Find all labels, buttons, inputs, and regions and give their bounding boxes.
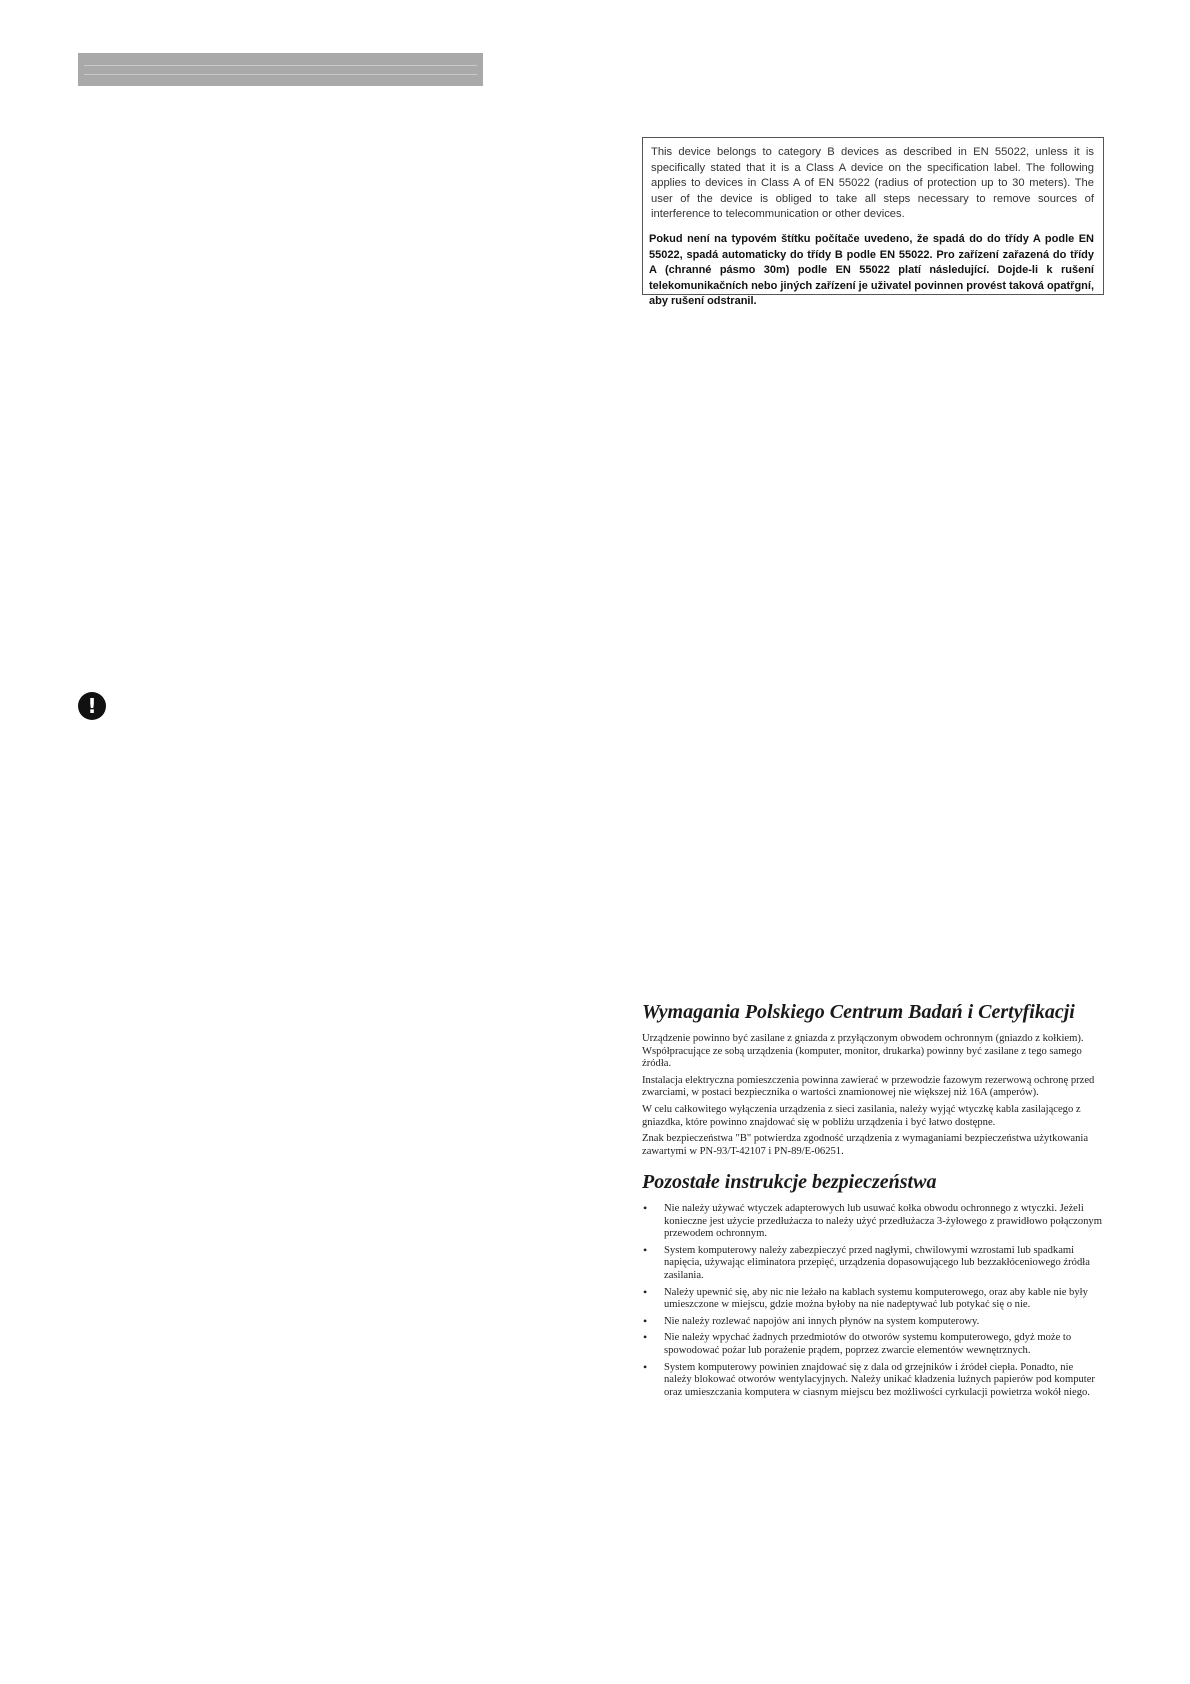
list-item [642, 1332, 1102, 1357]
list-item-text: System komputerowy powinien znajdować się z dala od grzejników i źródeł ciepła. Ponadto, nie należy blokować otworów wentylacyjnych. Należy unikać kładzenia luźnych papierów pod komputer oraz umieszczania komputera w ciasnym miejscu bez możliwości cyrkulacji powietrza wokół niego. [664, 1361, 1095, 1398]
paragraph: Urządzenie powinno być zasilane z gniazda z przyłączonym obwodem ochronnym (gniazdo z kołkiem). Współpracujące ze sobą urządzenia (komputer, monitor, drukarka) powinny być zasilane z tego samego źródła. [642, 1033, 1084, 1070]
bullet-icon: • [643, 1313, 648, 1328]
list-item [642, 1313, 1102, 1329]
list-item [642, 1203, 1102, 1241]
list-item-text: System komputerowy należy zabezpieczyć przed nagłymi, chwilowymi wzrostami lub spadkami napięcia, używając eliminatora przepięć, urządzenia dopasowującego lub bezzakłóceniowego źródła zasilania. [664, 1244, 1090, 1281]
notice-english-text: This device belongs to category B devices as described in EN 55022, unless it is specifically stated that it is a Class A device on the specification label. The following applies to devices in Class A of EN 55022 (radius of protection up to 30 meters). The user of the device is obliged to take all steps necessary to remove sources of interference to telecommunication or other devices. [651, 146, 1094, 221]
exclamation-icon: ! [78, 692, 106, 720]
list-item-text: Nie należy wpychać żadnych przedmiotów do otworów systemu komputerowego, gdyż może to spowodować pożar lub porażenie prądem, poprzez zwarcie elementów wewnętrznych. [664, 1332, 1072, 1356]
bullet-icon: • [643, 1330, 648, 1345]
bullet-icon: • [643, 1359, 648, 1374]
bullet-icon: • [643, 1242, 648, 1257]
list-item-text: Należy upewnić się, aby nic nie leżało na kablach systemu komputerowego, oraz aby kable nie były umieszczone w miejscu, gdzie można byłoby na nie nadeptywać lub potykać się o nie. [664, 1286, 1088, 1311]
section-title: Pozostałe instrukcje bezpieczeństwa [642, 1171, 937, 1193]
emc-notice-box [642, 137, 1104, 308]
list-item-text: Nie należy używać wtyczek adapterowych lub usuwać kołka obwodu ochronnego z wtyczki. Jeżeli konieczne jest użycie przedłużacza to należy użyć przedłużacza 3-żyłowego z prawidłowo połączonym przewodem ochronnym. [664, 1203, 1102, 1240]
notice-czech-text: Pokud není na typovém štítku počítače uvedeno, že spadá do do třídy A podle EN 55022, spadá automaticky do třídy B podle EN 55022. Pro zařízení zařazená do třídy A (chranné pásmo 30m) podle EN 55022 platí následující. Dojde-li k rušení telekomunikačních nebo jiných zařízení je uživatel povinnen provést taková opatřgní, aby rušení odstranil. [649, 232, 1094, 308]
bullet-icon: • [643, 1201, 648, 1215]
paragraph: W celu całkowitego wyłączenia urządzenia z sieci zasilania, należy wyjąć wtyczkę kabla zasilającego z gniazdka, które powinno znajdować się w pobliżu urządzenia i być łatwo dostępne. [642, 1103, 1081, 1128]
header-bar-line [84, 74, 477, 75]
list-item [642, 1242, 1102, 1283]
polish-certification-section [642, 1000, 1102, 1162]
list-item [642, 1284, 1102, 1312]
section-title: Wymagania Polskiego Centrum Badań i Certyfikacji [642, 1001, 1075, 1023]
paragraph: Znak bezpieczeństwa "B" potwierdza zgodność urządzenia z wymaganiami bezpieczeństwa użytkowania zawartymi w PN-93/T-42107 i PN-89/E-06251. [642, 1133, 1089, 1157]
safety-list [642, 1203, 1102, 1399]
paragraph: Instalacja elektryczna pomieszczenia powinna zawierać w przewodzie fazowym rezerwową ochronę przed zwarciami, w postaci bezpiecznika o wartości znamionowej nie większej niż 16A (amperów). [642, 1074, 1095, 1099]
safety-instructions-section [642, 1170, 1102, 1403]
header-bar [78, 53, 483, 86]
bullet-icon: • [643, 1284, 648, 1299]
list-item-text: Nie należy rozlewać napojów ani innych płynów na system komputerowy. [664, 1315, 980, 1327]
list-item [642, 1359, 1102, 1400]
header-bar-line [84, 65, 477, 66]
